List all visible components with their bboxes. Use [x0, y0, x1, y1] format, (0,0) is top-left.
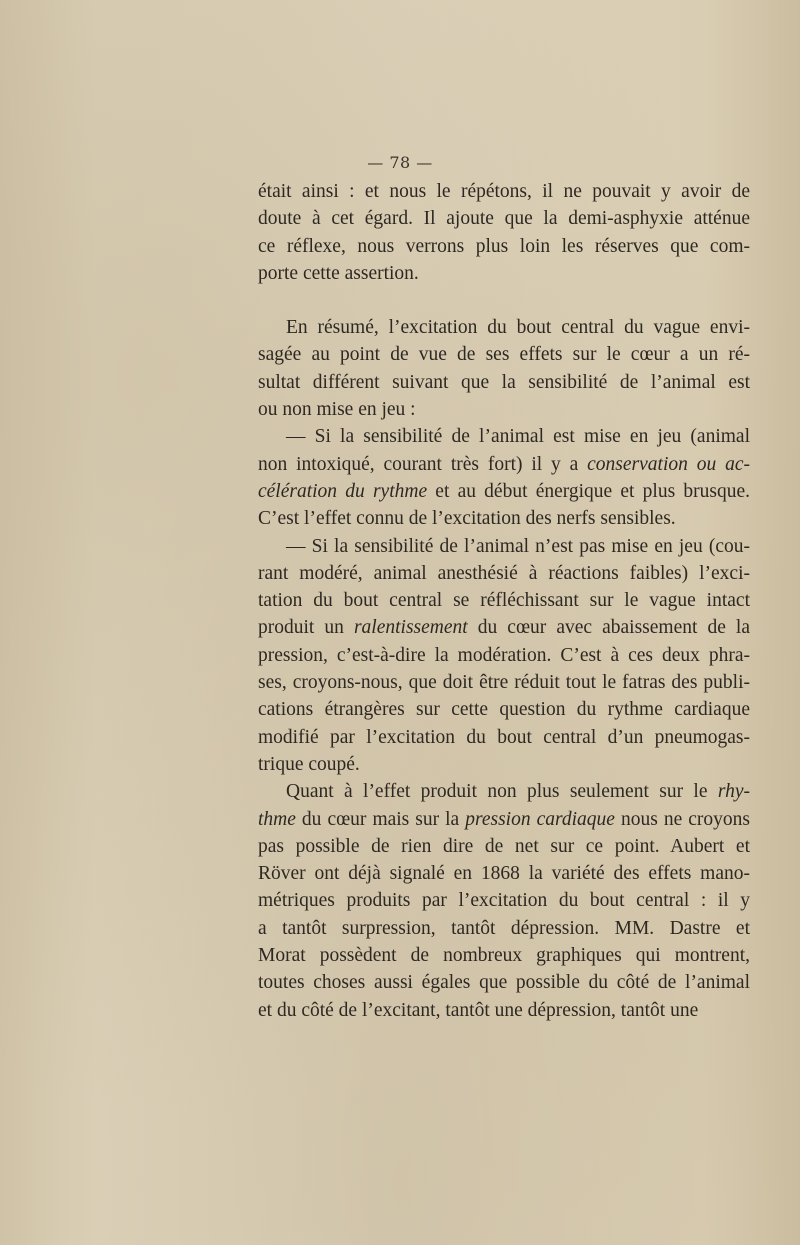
- italic-run: conservation ou ac-: [587, 453, 750, 475]
- text-line: [258, 778, 750, 805]
- text-run: Quant à l’effet produit non plus seulement sur le: [286, 781, 718, 803]
- text-line: [258, 451, 750, 478]
- text-run: et au début énergique et plus brusque.: [427, 480, 750, 502]
- text-line: était ainsi : et nous le répétons, il ne pouvait y avoir de: [258, 181, 750, 202]
- paragraph: [258, 423, 750, 532]
- text-line: rant modéré, animal anesthésié à réactions faibles) l’exci-: [258, 562, 750, 584]
- text-line: [258, 614, 750, 641]
- text-line: Röver ont déjà signalé en 1868 la variété des effets mano-: [258, 863, 750, 885]
- paragraph: [258, 314, 750, 423]
- italic-run: ralentissement: [353, 617, 468, 639]
- text-run: non intoxiqué, courant très fort) il y a: [258, 453, 588, 475]
- text-line: trique coupé.: [258, 753, 360, 775]
- paragraph: [258, 178, 750, 287]
- paragraph: [258, 533, 750, 779]
- text-run: du cœur avec abaissement de la: [467, 617, 750, 639]
- text-line: pression, c’est-à-dire la modération. C’est à ces deux phra-: [258, 644, 750, 666]
- text-line: a tantôt surpression, tantôt dépression. MM. Dastre et: [258, 917, 750, 939]
- page-number: — 78 —: [367, 153, 433, 172]
- text-line: tation du bout central se réfléchissant sur le vague intact: [258, 590, 750, 612]
- text-run: produit un: [258, 617, 354, 639]
- text-line: pas possible de rien dire de net sur ce point. Aubert et: [258, 835, 750, 857]
- text-line: modifié par l’excitation du bout central d’un pneumogas-: [258, 726, 750, 748]
- text-line: sultat différent suivant que la sensibilité de l’animal est: [258, 371, 750, 393]
- text-run: du cœur mais sur la: [295, 808, 466, 830]
- text-line: [258, 478, 750, 505]
- text-line: et du côté de l’excitant, tantôt une dépression, tantôt une: [258, 999, 699, 1021]
- text-line: porte cette assertion.: [258, 262, 419, 284]
- text-line: cations étrangères sur cette question du rythme cardiaque: [258, 699, 750, 721]
- italic-run: pression cardiaque: [465, 808, 615, 830]
- italic-run: rhy-: [717, 781, 750, 803]
- text-line: métriques produits par l’excitation du bout central : il y: [258, 890, 750, 912]
- body-text: [258, 178, 750, 1024]
- text-line: Morat possèdent de nombreux graphiques qui montrent,: [258, 945, 750, 967]
- text-line: toutes choses aussi égales que possible du côté de l’animal: [258, 972, 750, 994]
- text-run: nous ne croyons: [614, 808, 751, 830]
- text-line: [258, 806, 750, 833]
- text-line: ce réflexe, nous verrons plus loin les réserves que com-: [258, 235, 750, 257]
- text-line: sagée au point de vue de ses effets sur le cœur a un ré-: [258, 344, 750, 366]
- text-line: ou non mise en jeu :: [258, 399, 416, 421]
- text-line: En résumé, l’excitation du bout central du vague envi-: [286, 317, 750, 339]
- italic-run: thme: [258, 808, 296, 830]
- text-line: doute à cet égard. Il ajoute que la demi-asphyxie atténue: [258, 208, 750, 230]
- text-line: — Si la sensibilité de l’animal est mise en jeu (animal: [286, 426, 750, 448]
- text-line: ses, croyons-nous, que doit être réduit tout le fatras des publi-: [258, 672, 750, 694]
- text-line: C’est l’effet connu de l’excitation des nerfs sensibles.: [258, 508, 676, 530]
- text-line: — Si la sensibilité de l’animal n’est pas mise en jeu (cou-: [286, 535, 750, 557]
- paragraph: [258, 778, 750, 1024]
- italic-run: célération du rythme: [258, 480, 428, 502]
